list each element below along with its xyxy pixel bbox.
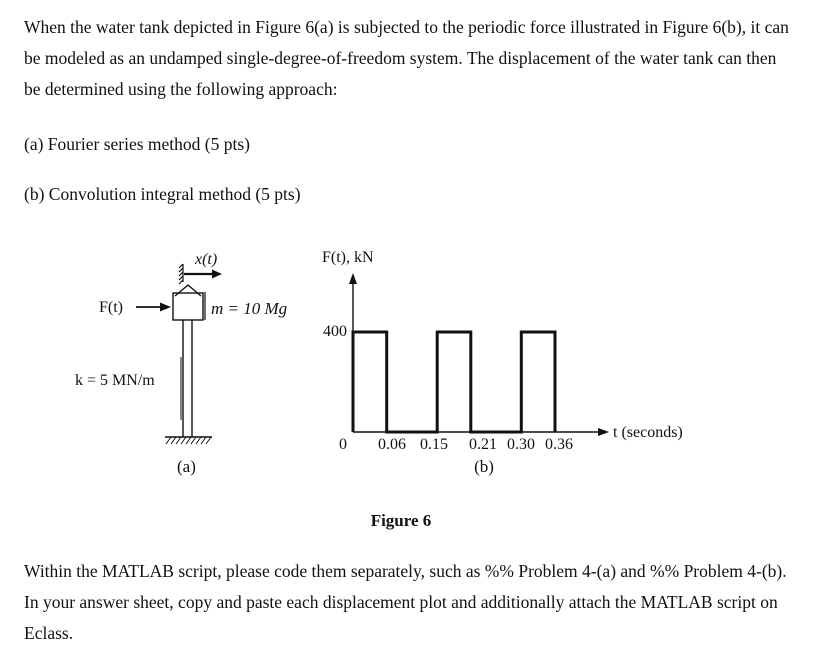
method-b: (b) Convolution integral method (5 pts) [24,184,301,204]
hatch-top-icon [179,264,183,284]
x-tick-0-21: 0.21 [469,436,497,453]
force-arrowhead-icon [160,303,171,312]
figure-a-water-tank [75,251,287,476]
x-tick-0-36: 0.36 [545,436,573,453]
figure-caption: Figure 6 [370,511,432,530]
ground-hatch-icon [166,437,211,444]
y-axis-arrowhead-icon [349,273,357,284]
figure-b-force-chart [322,249,683,476]
x-tick-0: 0 [339,436,347,453]
x-axis-arrowhead-icon [598,428,609,436]
method-a: (a) Fourier series method (5 pts) [24,134,250,154]
force-series-line [353,332,555,432]
displacement-label: x(t) [195,251,218,268]
displacement-arrowhead-icon [212,270,222,279]
y-tick-400: 400 [323,323,347,340]
force-label: F(t) [99,299,123,316]
mass-label: m = 10 Mg [211,299,288,318]
y-axis-label: F(t), kN [322,249,374,266]
figure-a-caption: (a) [177,457,196,476]
x-tick-0-15: 0.15 [420,436,448,453]
x-tick-0-06: 0.06 [378,436,406,453]
stiffness-label: k = 5 MN/m [75,372,155,389]
x-tick-0-30: 0.30 [507,436,535,453]
x-axis-label: t (seconds) [613,424,683,441]
mass-block [173,293,203,320]
intro-paragraph: When the water tank depicted in Figure 6(a) is subjected to the periodic force illustrated in Figure 6(b), it can be modeled as an undamped single-degree-of-freedom system. The displacement of the water tank can then be determined using the following approach: [24,17,789,99]
closing-paragraph: Within the MATLAB script, please code them separately, such as %% Problem 4-(a) and %% Problem 4-(b). In your answer sheet, copy and paste each displacement plot and additionally attach the MATLAB script on Eclass. [24,561,787,643]
figure-b-caption: (b) [474,457,494,476]
